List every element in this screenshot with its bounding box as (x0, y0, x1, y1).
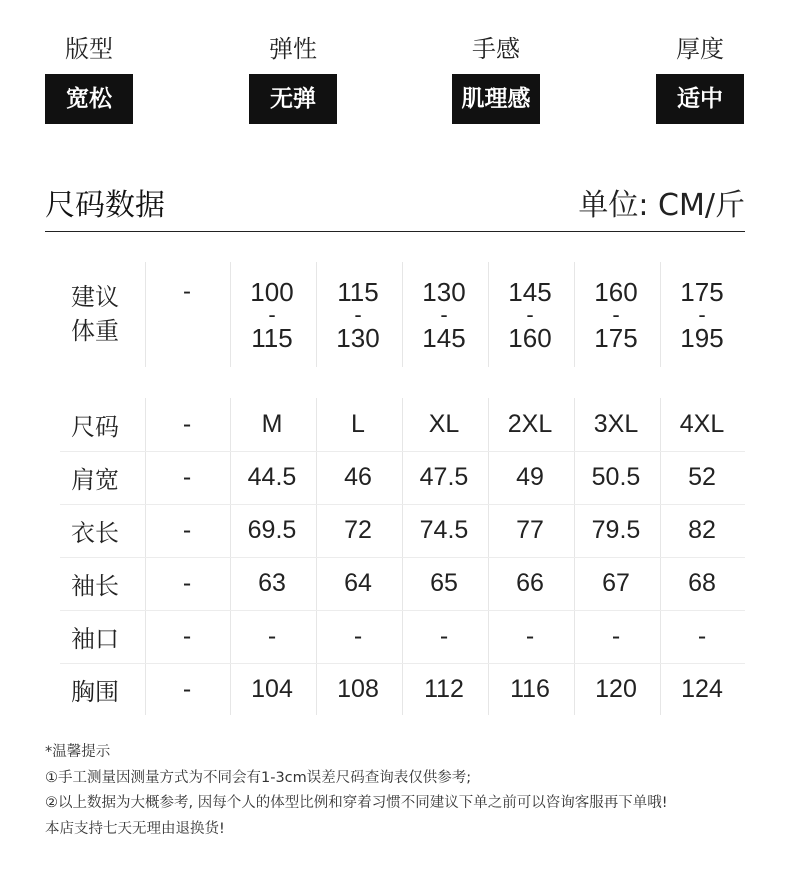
note-line: 本店支持七天无理由退换货! (45, 820, 225, 837)
table-cell: 120 (595, 675, 637, 703)
table-cell: 74.5 (419, 516, 469, 544)
section-title: 尺码数据 (45, 188, 165, 223)
weight-range-cell (487, 276, 573, 354)
unit-label: 单位: CM/斤 (578, 188, 745, 223)
table-cell: 108 (337, 675, 379, 703)
table-cell: - (697, 622, 707, 650)
weight-from: 160 (594, 277, 638, 307)
row-label: 袖口 (71, 625, 119, 653)
table-cell: - (182, 410, 192, 438)
note-line: ①手工测量因测量方式为不同会有1-3cm误差尺码查询表仅供参考; (45, 769, 472, 786)
weight-sep: - (268, 302, 276, 327)
table-cell: 112 (424, 675, 464, 703)
weight-range-cell (659, 276, 745, 354)
table-cell: 52 (688, 463, 716, 491)
weight-to: 175 (594, 323, 638, 353)
weight-label-line: 体重 (71, 317, 119, 345)
notes (45, 740, 668, 842)
table-cell: - (182, 463, 192, 491)
attribute-value: 宽松 (45, 74, 133, 124)
weight-to: 130 (336, 323, 380, 353)
table-cell: 49 (516, 463, 544, 491)
attribute-label: 厚度 (676, 35, 724, 63)
attribute-value: 适中 (656, 74, 744, 124)
row-label: 胸围 (71, 678, 119, 706)
weight-sep: - (354, 302, 362, 327)
table-cell: 65 (430, 569, 458, 597)
table-cell: 116 (510, 675, 550, 703)
table-cell: 63 (258, 569, 286, 597)
weight-from: 175 (680, 277, 724, 307)
attribute-hand-feel (452, 32, 540, 124)
table-cell: 82 (688, 516, 716, 544)
attribute-label: 版型 (65, 35, 113, 63)
weight-range-cell (229, 276, 315, 354)
table-cell: 104 (251, 675, 293, 703)
weight-range-cell (573, 276, 659, 354)
weight-from: 145 (508, 277, 552, 307)
weight-from: 100 (250, 277, 294, 307)
row-label: 肩宽 (71, 466, 119, 494)
weight-from: 115 (337, 277, 379, 307)
attribute-fit (45, 32, 133, 124)
attribute-label: 手感 (472, 35, 520, 63)
table-cell: 2XL (507, 410, 553, 438)
table-cell: - (182, 569, 192, 597)
attribute-value: 肌理感 (452, 74, 540, 124)
table-cell: 69.5 (247, 516, 297, 544)
weight-sep: - (612, 302, 620, 327)
notes-heading: *温馨提示 (45, 744, 111, 760)
weight-to: 145 (422, 323, 466, 353)
weight-to: 115 (251, 323, 293, 353)
weight-cell-empty: - (183, 278, 191, 305)
table-cell: 47.5 (419, 463, 469, 491)
note-line: ②以上数据为大概参考, 因每个人的体型比例和穿着习惯不同建议下单之前可以咨询客服再下单哦! (45, 795, 668, 811)
table-cell: 64 (344, 569, 372, 597)
table-cell: - (525, 622, 535, 650)
table-cell: - (611, 622, 621, 650)
weight-from: 130 (422, 277, 466, 307)
table-cell: 124 (681, 675, 723, 703)
table-cell: 50.5 (591, 463, 641, 491)
attribute-label: 弹性 (269, 35, 317, 63)
weight-sep: - (698, 302, 706, 327)
row-label: 袖长 (71, 572, 119, 600)
table-cell: XL (428, 410, 460, 438)
table-cell: 4XL (679, 410, 725, 438)
row-label: 尺码 (71, 413, 119, 441)
table-cell: - (182, 516, 192, 544)
table-cell: 72 (344, 516, 372, 544)
table-cell: M (261, 410, 283, 438)
weight-sep: - (526, 302, 534, 327)
table-cell: 68 (688, 569, 716, 597)
table-cell: 44.5 (247, 463, 297, 491)
table-cell: - (353, 622, 363, 650)
product-attributes (45, 32, 745, 132)
table-cell: 66 (516, 569, 544, 597)
attribute-value: 无弹 (249, 74, 337, 124)
table-cell: 3XL (593, 410, 639, 438)
table-cell: 77 (516, 516, 544, 544)
weight-range-cell (401, 276, 487, 354)
table-cell: 46 (344, 463, 372, 491)
table-cell: - (439, 622, 449, 650)
weight-range-cell (315, 276, 401, 354)
table-cell: - (182, 622, 192, 650)
table-cell: L (351, 410, 365, 438)
weight-row-label (50, 278, 140, 350)
table-cell: - (267, 622, 277, 650)
weight-to: 195 (680, 323, 724, 353)
weight-to: 160 (508, 323, 552, 353)
attribute-thickness (656, 32, 744, 124)
table-cell: 79.5 (591, 516, 641, 544)
weight-label-line: 建议 (71, 283, 119, 311)
divider (45, 231, 745, 232)
table-cell: 67 (602, 569, 630, 597)
table-cell: - (182, 675, 192, 703)
weight-sep: - (440, 302, 448, 327)
row-label: 衣长 (71, 519, 119, 547)
attribute-elasticity (249, 32, 337, 124)
